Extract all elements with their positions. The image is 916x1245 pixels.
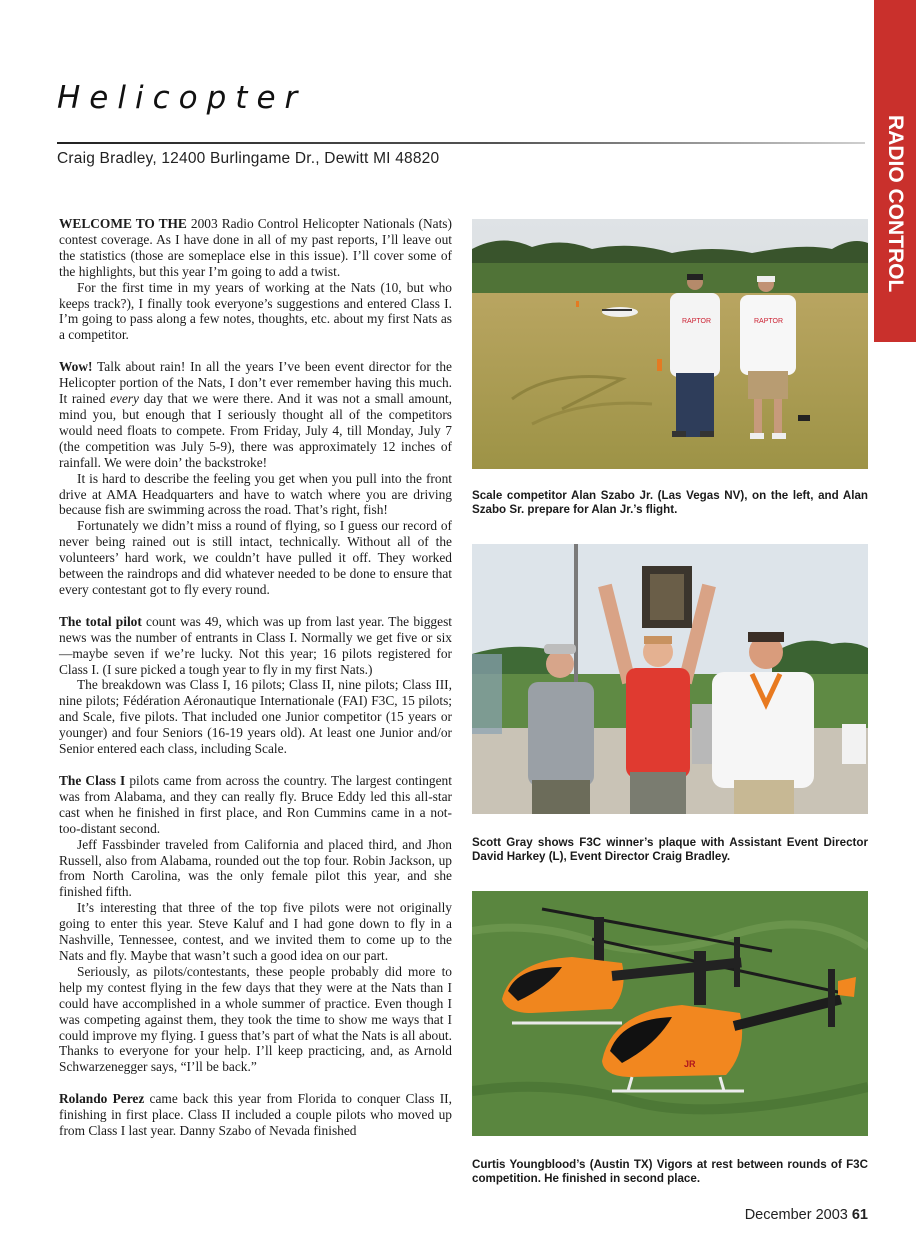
shirt-logo-left: RAPTOR [682, 318, 712, 325]
paragraph [59, 359, 452, 470]
paragraph-text: Talk about rain! In all the years I’ve been event director for the Helicopter portion of the Nats, I don’t ever remember having this much. It rained [59, 359, 452, 407]
paragraph-text: came back this year from Florida to conquer Class II, finishing in first place. Class II included a couple pilots who moved up from Class I last year. Danny Szabo of Nevada finished [59, 1091, 452, 1139]
page-number: 61 [851, 1207, 868, 1223]
paragraph-text: day that we were there. And it was not a small amount, mind you, but enough that I seriously thought all of the competitors would need floats to compete. From Friday, July 4, till Monday, July 7 (the competition was July 5-9), there was approximately 12 inches of rainfall. We were doin’ the backstroke! [59, 391, 452, 470]
emphasis: every [109, 391, 139, 407]
run-in-lead: Rolando Perez [59, 1091, 145, 1107]
paragraph [59, 773, 452, 837]
man-left [670, 274, 720, 437]
paragraph [59, 471, 452, 519]
caption-photo2: Scott Gray shows F3C winner’s plaque with Assistant Event Director David Harkey (L), Event Director Craig Bradley. [472, 836, 868, 864]
shirt-logo-right: RAPTOR [754, 318, 784, 325]
run-in-lead: The total pilot [59, 613, 142, 629]
paragraph [59, 837, 452, 901]
paragraph-text: It’s interesting that three of the top five pilots were not originally going to enter this year. Steve Kaluf and I had gone down to fly in a Nashville, Tennessee, contest, and we invited them to come up to the Nats and fly. Maybe that wasn’t such a good idea on our part. [59, 900, 452, 963]
helicopter-logo: JR [684, 1059, 696, 1069]
photo-helicopters [472, 891, 868, 1136]
paragraph-text: count was 49, which was up from last year. The biggest news was the number of entrants in Class I. Normally we get five or six—maybe seven if we’re lucky. Not this year; 16 pilots registered for Class I. (I sure picked a tough year to fly in my first Nats.) [59, 613, 452, 677]
paragraph-text: Fortunately we didn’t miss a round of flying, so I guess our record of never being rained out is still intact, technically. Without all of the volunteers’ hard work, we couldn’t have pulled it off. They worked between the raindrops and did whatever needed to be done to ensure that every contestant got to fly every round. [59, 518, 452, 597]
paragraph [59, 900, 452, 964]
article-title: Helicopter [57, 80, 307, 116]
caption-photo1: Scale competitor Alan Szabo Jr. (Las Vegas NV), on the left, and Alan Szabo Sr. prepare for Alan Jr.’s flight. [472, 489, 868, 517]
article-body [59, 216, 452, 1139]
page-footer [745, 1207, 868, 1223]
paragraph-text: It is hard to describe the feeling you get when you pull into the front drive at AMA Headquarters and have to watch where you are driving because fish are swimming across the road. That’s right, fish! [59, 470, 452, 518]
run-in-lead: The Class I [59, 773, 126, 788]
paragraph-text: pilots came from across the country. The largest contingent was from Alabama, and they can really fly. Bruce Eddy led this all-star cast when he finished in first place, and Ron Cummins came in a not-too-distant second. [59, 773, 452, 836]
photo-plaque [472, 544, 868, 814]
paragraph-text: Jeff Fassbinder traveled from California and placed third, and Jhon Russell, also from Alabama, rounded out the top four. Robin Jackson, up from North Carolina, was the only female pilot this year, and she finished fifth. [59, 836, 452, 900]
paragraph [59, 677, 452, 757]
paragraph [59, 1091, 452, 1139]
photo-scale-competitors-image [472, 219, 868, 469]
photo-helicopters-image [472, 891, 868, 1136]
paragraph-text: The breakdown was Class I, 16 pilots; Class II, nine pilots; Class III, nine pilots; Fédération Aéronautique Internationale (FAI) F3C, 15 pilots; and Scale, five pilots. That included one Junior competitor (15 years or younger) and four Seniors (16-19 years old). At least one Junior and/or Senior entered each class, including Scale. [59, 677, 452, 757]
photo-scale-competitors [472, 219, 868, 469]
paragraph [59, 216, 452, 280]
paragraph [59, 614, 452, 678]
paragraph [59, 964, 452, 1075]
photo-plaque-image [472, 544, 868, 814]
run-in-lead: WELCOME TO THE [59, 216, 187, 231]
paragraph-text: Seriously, as pilots/contestants, these people probably did more to help my contest flying in the few days that they were at the Nats than I could have accomplished in a whole summer of practice. Even though I was competing against them, they took the time to show me ways that I could improve my flying. I guess that’s part of what the Nats is all about. Thanks to everyone for your help. I’ll keep practicing, and, as Arnold Schwarzenegger says, “I’ll be back.” [59, 963, 452, 1075]
byline: Craig Bradley, 12400 Burlingame Dr., Dewitt MI 48820 [57, 150, 440, 167]
run-in-lead: Wow! [59, 359, 93, 375]
paragraph-text: For the first time in my years of working at the Nats (10, but who keeps track?), I finally took everyone’s suggestions and entered Class I. I’m going to pass along a few notes, thoughts, etc. about my first Nats as a competitor. [59, 279, 452, 343]
paragraph [59, 280, 452, 344]
caption-photo3: Curtis Youngblood’s (Austin TX) Vigors at rest between rounds of F3C competition. He finished in second place. [472, 1158, 868, 1186]
title-rule [57, 142, 865, 144]
issue-date: December 2003 [744, 1207, 848, 1223]
paragraph [59, 518, 452, 598]
paragraph-text: 2003 Radio Control Helicopter Nationals (Nats) contest coverage. As I have done in all of my past reports, I’ll leave out the statistics (those are someplace else in this issue). I’ll cover some of the highlights, but this year I’m going to add a twist. [59, 216, 452, 279]
section-tab-label [883, 115, 907, 189]
